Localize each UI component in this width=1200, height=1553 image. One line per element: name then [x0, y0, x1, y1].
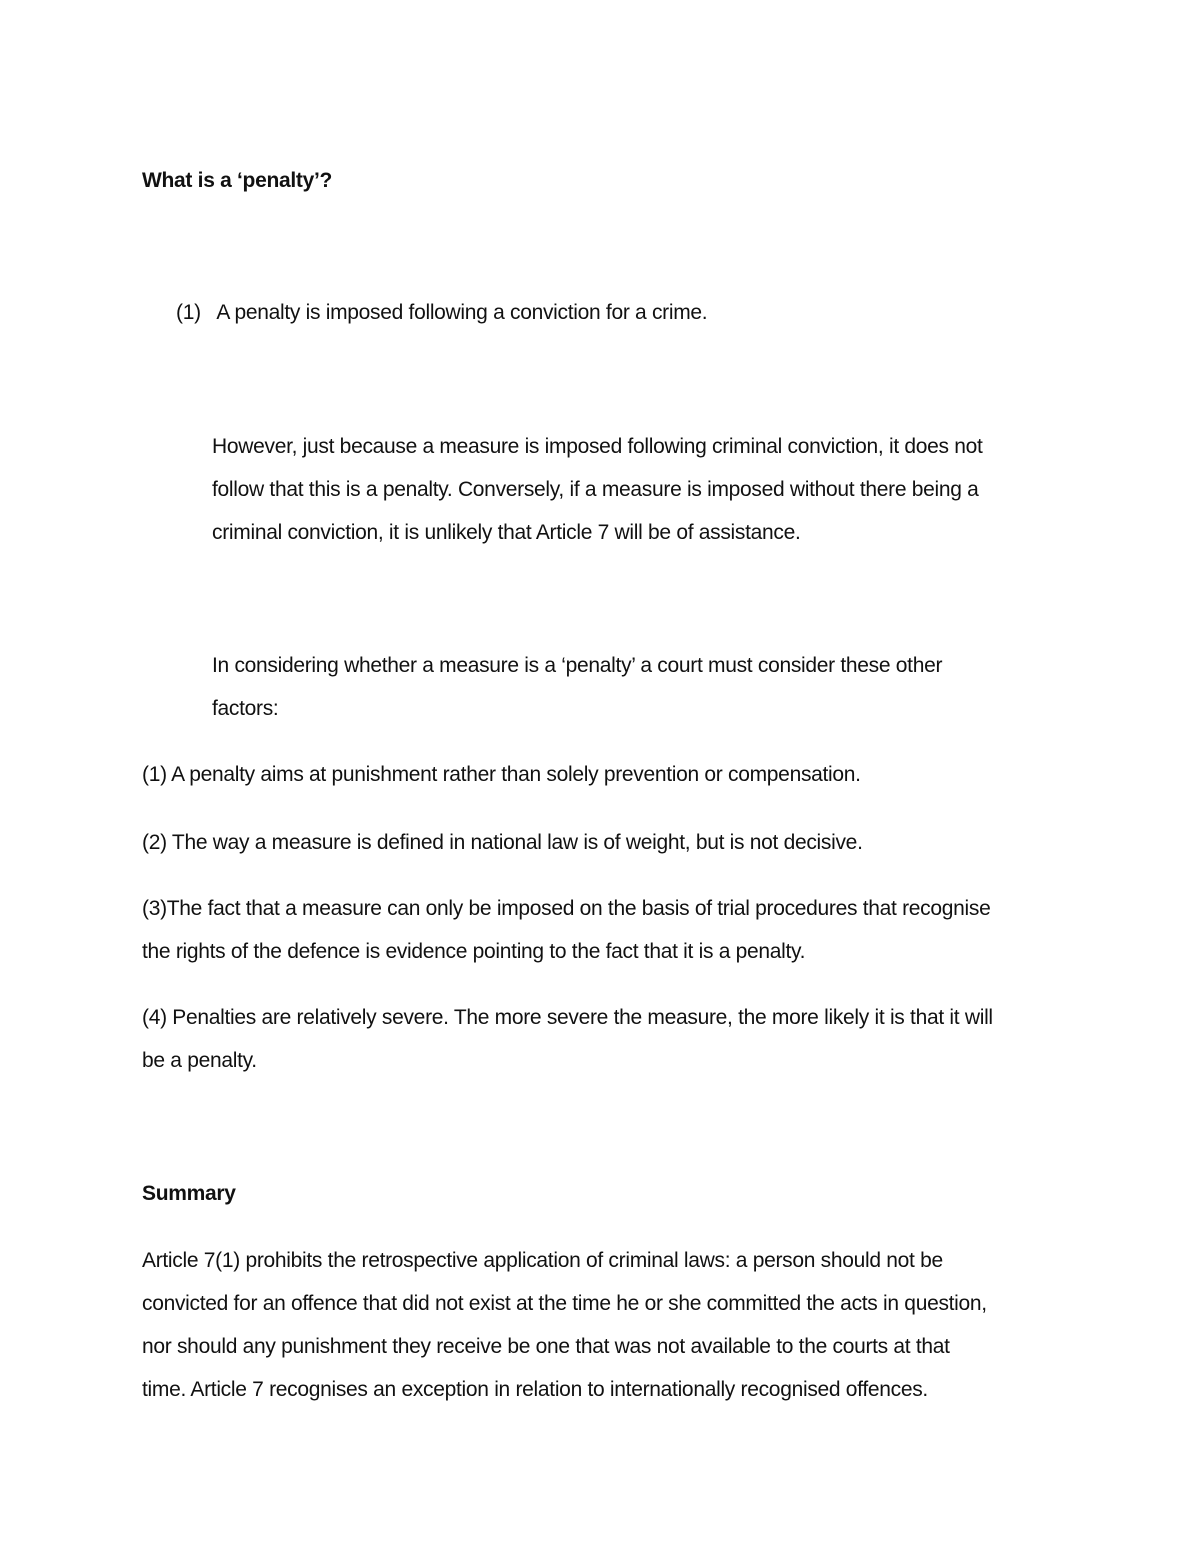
- summary-line: convicted for an offence that did not exist at the time he or she committed the acts in question,: [142, 1292, 987, 1315]
- however-line: However, just because a measure is imposed following criminal conviction, it does not: [212, 435, 983, 458]
- however-line: follow that this is a penalty. Conversely, if a measure is imposed without there being a: [212, 478, 979, 501]
- factor-item-continued: be a penalty.: [142, 1049, 257, 1072]
- summary-heading: Summary: [142, 1182, 236, 1205]
- first-point-text: A penalty is imposed following a conviction for a crime.: [216, 301, 708, 324]
- factor-item: (4) Penalties are relatively severe. The more severe the measure, the more likely it is that it will: [142, 1006, 993, 1029]
- section-heading: What is a ‘penalty’?: [142, 169, 333, 192]
- factor-item: (2) The way a measure is defined in national law is of weight, but is not decisive.: [142, 831, 863, 854]
- summary-line: time. Article 7 recognises an exception in relation to internationally recognised offences.: [142, 1378, 928, 1401]
- summary-line: Article 7(1) prohibits the retrospective application of criminal laws: a person should not be: [142, 1249, 943, 1272]
- first-point-number: (1): [176, 301, 201, 324]
- considering-line: factors:: [212, 697, 279, 720]
- factor-item: (3)The fact that a measure can only be imposed on the basis of trial procedures that recognise: [142, 897, 991, 920]
- first-point: [176, 300, 707, 326]
- summary-line: nor should any punishment they receive be one that was not available to the courts at that: [142, 1335, 950, 1358]
- factor-item: (1) A penalty aims at punishment rather than solely prevention or compensation.: [142, 763, 861, 786]
- however-line: criminal conviction, it is unlikely that Article 7 will be of assistance.: [212, 521, 801, 544]
- considering-line: In considering whether a measure is a ‘penalty’ a court must consider these other: [212, 654, 943, 677]
- factor-item-continued: the rights of the defence is evidence pointing to the fact that it is a penalty.: [142, 940, 806, 963]
